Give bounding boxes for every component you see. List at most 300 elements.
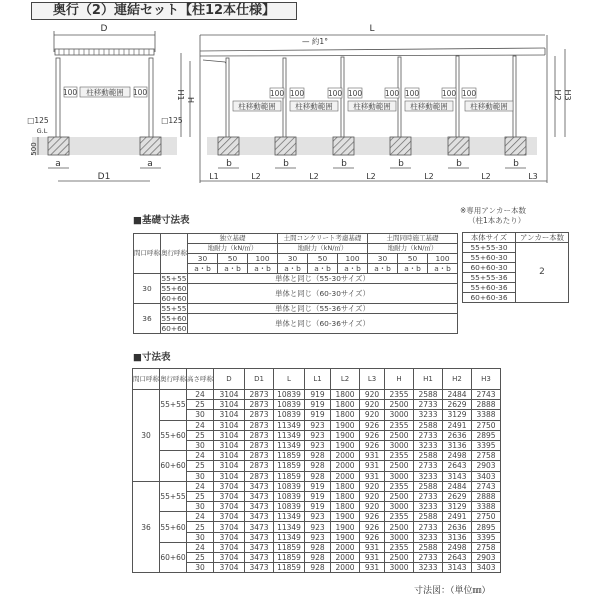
okuyuki-cell: 55+55 (160, 390, 187, 421)
load-value: 100 (338, 254, 368, 264)
value-cell: 926 (360, 532, 385, 542)
value-cell: 10839 (274, 502, 305, 512)
table-row (133, 553, 501, 563)
table-row (133, 522, 501, 532)
value-cell: 928 (305, 471, 331, 481)
value-cell: 3000 (385, 440, 414, 450)
size-cell: 55+55-30 (463, 243, 516, 253)
value-cell: 11349 (274, 522, 305, 532)
svg-text:H3: H3 (563, 89, 572, 101)
load-value: 30 (188, 254, 218, 264)
svg-text:L2: L2 (366, 172, 376, 181)
value-cell: 919 (305, 400, 331, 410)
value-cell: 1900 (331, 512, 360, 522)
value-cell: 11859 (274, 563, 305, 573)
value-cell: 1900 (331, 420, 360, 430)
svg-text:b: b (513, 159, 519, 169)
value-cell: 3000 (385, 410, 414, 420)
value-cell: 3136 (443, 440, 472, 450)
value-cell: 923 (305, 420, 331, 430)
svg-text:100: 100 (132, 88, 148, 97)
value-cell: 3000 (385, 532, 414, 542)
value-cell: 2733 (414, 430, 443, 440)
value-cell: 920 (360, 410, 385, 420)
value-cell: 2491 (443, 512, 472, 522)
value-cell: 2355 (385, 481, 414, 491)
value-cell: 2588 (414, 512, 443, 522)
value-cell: 3143 (443, 563, 472, 573)
value-cell: 24 (187, 512, 214, 522)
value-cell: 3104 (214, 451, 245, 461)
col-header: L3 (360, 369, 385, 390)
value-cell: 3000 (385, 471, 414, 481)
value-cell: 2873 (245, 430, 274, 440)
value-cell: 2355 (385, 542, 414, 552)
value-cell: 11349 (274, 532, 305, 542)
value-cell: 25 (187, 491, 214, 501)
svg-text:100: 100 (404, 89, 420, 98)
svg-text:L2: L2 (481, 172, 491, 181)
col-header: 高さ呼称 (187, 369, 214, 390)
foundation-table (133, 233, 458, 334)
value-cell: 3388 (472, 410, 501, 420)
table-row (133, 563, 501, 573)
col-header: L (274, 369, 305, 390)
table-row (133, 420, 501, 430)
value-cell: 2629 (443, 491, 472, 501)
value-cell: 11859 (274, 553, 305, 563)
value-cell: 2000 (331, 461, 360, 471)
value-cell: 1800 (331, 481, 360, 491)
value-cell: 3473 (245, 532, 274, 542)
value-cell: 2500 (385, 491, 414, 501)
svg-text:100: 100 (289, 89, 305, 98)
svg-text:L1: L1 (209, 172, 219, 181)
ab-cell: a・b (308, 264, 338, 274)
size-cell: 60+60-30 (463, 263, 516, 273)
svg-text:□125: □125 (27, 116, 49, 125)
value-cell: 25 (187, 461, 214, 471)
value-cell: 926 (360, 522, 385, 532)
svg-text:H2: H2 (553, 89, 562, 101)
maguchi-cell: 36 (134, 304, 161, 334)
value-cell: 1900 (331, 522, 360, 532)
value-cell: 11349 (274, 420, 305, 430)
value-cell: 3388 (472, 502, 501, 512)
value-cell: 2355 (385, 390, 414, 400)
value-cell: 2733 (414, 491, 443, 501)
value-cell: 3704 (214, 553, 245, 563)
value-cell: 10839 (274, 481, 305, 491)
value-cell: 1800 (331, 491, 360, 501)
note-cell: 単体と同じ（55-36サイズ） (188, 304, 458, 314)
value-cell: 1800 (331, 410, 360, 420)
value-cell: 3704 (214, 563, 245, 573)
table-row (133, 471, 501, 481)
okuyuki-cell: 60+60 (160, 542, 187, 573)
value-cell: 3104 (214, 440, 245, 450)
value-cell: 25 (187, 553, 214, 563)
value-cell: 2636 (443, 522, 472, 532)
value-cell: 3104 (214, 461, 245, 471)
size-cell: 55+60-30 (463, 253, 516, 263)
svg-text:G.L: G.L (36, 127, 48, 135)
value-cell: 11859 (274, 451, 305, 461)
value-cell: 2758 (472, 451, 501, 461)
value-cell: 3233 (414, 410, 443, 420)
value-cell: 3473 (245, 522, 274, 532)
value-cell: 25 (187, 522, 214, 532)
value-cell: 926 (360, 440, 385, 450)
value-cell: 1900 (331, 532, 360, 542)
svg-text:100: 100 (461, 89, 477, 98)
value-cell: 3233 (414, 502, 443, 512)
value-cell: 11859 (274, 461, 305, 471)
okuyuki-cell: 55+60 (160, 512, 187, 543)
load-header: 地耐力（kN/㎡） (368, 244, 458, 254)
value-cell: 3473 (245, 553, 274, 563)
svg-text:柱移動範囲: 柱移動範囲 (295, 102, 333, 111)
note-cell: 単体と同じ（60-36サイズ） (188, 314, 458, 334)
value-cell: 3104 (214, 471, 245, 481)
value-cell: 2873 (245, 390, 274, 400)
value-cell: 2888 (472, 400, 501, 410)
value-cell: 3104 (214, 420, 245, 430)
value-cell: 3473 (245, 491, 274, 501)
okuyuki-cell: 60+60 (160, 451, 187, 482)
table-row (133, 542, 501, 552)
value-cell: 2629 (443, 400, 472, 410)
value-cell: 2000 (331, 471, 360, 481)
svg-text:柱移動範囲: 柱移動範囲 (410, 102, 448, 111)
svg-text:b: b (456, 159, 462, 169)
value-cell: 2743 (472, 390, 501, 400)
value-cell: 3473 (245, 481, 274, 491)
load-header: 地耐力（kN/㎡） (278, 244, 368, 254)
svg-text:柱移動範囲: 柱移動範囲 (470, 102, 508, 111)
label-a: a (55, 159, 61, 169)
value-cell: 25 (187, 430, 214, 440)
value-cell: 10839 (274, 400, 305, 410)
value-cell: 30 (187, 410, 214, 420)
value-cell: 3395 (472, 532, 501, 542)
svg-text:b: b (283, 159, 289, 169)
value-cell: 2500 (385, 522, 414, 532)
value-cell: 2000 (331, 542, 360, 552)
value-cell: 3104 (214, 410, 245, 420)
value-cell: 920 (360, 491, 385, 501)
value-cell: 30 (187, 532, 214, 542)
value-cell: 920 (360, 502, 385, 512)
value-cell: 3000 (385, 502, 414, 512)
value-cell: 1800 (331, 502, 360, 512)
value-cell: 1900 (331, 430, 360, 440)
col-size: 本体サイズ (463, 233, 516, 243)
table-row (134, 274, 458, 284)
value-cell: 2733 (414, 461, 443, 471)
value-cell: 10839 (274, 491, 305, 501)
value-cell: 30 (187, 563, 214, 573)
value-cell: 2750 (472, 512, 501, 522)
value-cell: 2758 (472, 542, 501, 552)
value-cell: 931 (360, 471, 385, 481)
svg-text:100: 100 (62, 88, 78, 97)
col-header: D1 (245, 369, 274, 390)
value-cell: 2895 (472, 522, 501, 532)
svg-text:柱移動範囲: 柱移動範囲 (238, 102, 276, 111)
col-header: 間口呼称 (133, 369, 160, 390)
value-cell: 3143 (443, 471, 472, 481)
value-cell: 919 (305, 481, 331, 491)
value-cell: 2484 (443, 390, 472, 400)
value-cell: 2873 (245, 410, 274, 420)
ab-cell: a・b (338, 264, 368, 274)
value-cell: 25 (187, 400, 214, 410)
value-cell: 931 (360, 542, 385, 552)
svg-text:100: 100 (269, 89, 285, 98)
value-cell: 928 (305, 451, 331, 461)
anchor-note-line: ※専用アンカー本数 (460, 206, 526, 215)
col-header: L2 (331, 369, 360, 390)
value-cell: 11859 (274, 542, 305, 552)
table-row (133, 512, 501, 522)
table-row (133, 390, 501, 400)
okuyuki-cell: 55+55 (161, 304, 187, 313)
col-header: H (385, 369, 414, 390)
value-cell: 3473 (245, 502, 274, 512)
okuyuki-cell: 55+55 (160, 481, 187, 512)
value-cell: 3473 (245, 512, 274, 522)
group-header: 土間同時施工基礎 (368, 234, 458, 244)
ab-cell: a・b (188, 264, 218, 274)
value-cell: 11859 (274, 471, 305, 481)
group-header: 土間コンクリート考慮基礎 (278, 234, 368, 244)
col-header: H3 (472, 369, 501, 390)
value-cell: 2873 (245, 451, 274, 461)
value-cell: 2588 (414, 481, 443, 491)
foundation-table-title: ■基礎寸法表 (133, 215, 190, 226)
svg-text:L2: L2 (251, 172, 261, 181)
col-header: 奥行呼称 (160, 369, 187, 390)
ab-cell: a・b (398, 264, 428, 274)
note-cell: 単体と同じ（55-30サイズ） (188, 274, 458, 284)
load-value: 30 (278, 254, 308, 264)
svg-text:L2: L2 (309, 172, 319, 181)
value-cell: 3233 (414, 563, 443, 573)
value-cell: 2888 (472, 491, 501, 501)
table-row (133, 481, 501, 491)
value-cell: 3704 (214, 491, 245, 501)
col-header: D (214, 369, 245, 390)
value-cell: 2743 (472, 481, 501, 491)
value-cell: 2000 (331, 553, 360, 563)
value-cell: 923 (305, 522, 331, 532)
value-cell: 923 (305, 532, 331, 542)
value-cell: 24 (187, 481, 214, 491)
load-value: 100 (428, 254, 458, 264)
okuyuki-cell: 55+60 (161, 284, 187, 293)
value-cell: 920 (360, 481, 385, 491)
value-cell: 926 (360, 430, 385, 440)
table-row (134, 304, 458, 314)
value-cell: 3704 (214, 481, 245, 491)
value-cell: 3473 (245, 542, 274, 552)
svg-text:500: 500 (30, 142, 38, 156)
value-cell: 11349 (274, 512, 305, 522)
carport-dimension-diagram (0, 0, 600, 200)
table-row (133, 430, 501, 440)
value-cell: 928 (305, 542, 331, 552)
okuyuki-cell: 55+60 (161, 314, 187, 323)
value-cell: 2588 (414, 451, 443, 461)
svg-text:b: b (341, 159, 347, 169)
value-cell: 2873 (245, 440, 274, 450)
value-cell: 2643 (443, 461, 472, 471)
load-value: 30 (368, 254, 398, 264)
value-cell: 2643 (443, 553, 472, 563)
table-row (133, 410, 501, 420)
col-count: アンカー本数 (516, 233, 569, 243)
label-a: a (147, 159, 153, 169)
value-cell: 3136 (443, 532, 472, 542)
label-D: D (100, 24, 108, 34)
value-cell: 3403 (472, 471, 501, 481)
svg-text:100: 100 (347, 89, 363, 98)
value-cell: 3000 (385, 563, 414, 573)
value-cell: 2500 (385, 430, 414, 440)
col-okuyuki: 奥行呼称 (161, 234, 188, 274)
svg-text:L2: L2 (424, 172, 434, 181)
value-cell: 10839 (274, 410, 305, 420)
value-cell: 919 (305, 491, 331, 501)
load-value: 100 (248, 254, 278, 264)
svg-text:柱移動範囲: 柱移動範囲 (86, 88, 124, 97)
svg-text:— 約1°: — 約1° (302, 37, 328, 46)
value-cell: 926 (360, 512, 385, 522)
value-cell: 2636 (443, 430, 472, 440)
value-cell: 923 (305, 512, 331, 522)
value-cell: 3129 (443, 502, 472, 512)
value-cell: 919 (305, 502, 331, 512)
value-cell: 3704 (214, 542, 245, 552)
value-cell: 2588 (414, 390, 443, 400)
maguchi-cell: 36 (133, 481, 160, 573)
unit-note: 寸法図：（単位㎜） (414, 586, 491, 596)
anchor-note (460, 206, 526, 226)
svg-text:L3: L3 (528, 172, 538, 181)
value-cell: 3395 (472, 440, 501, 450)
value-cell: 2733 (414, 553, 443, 563)
value-cell: 2491 (443, 420, 472, 430)
value-cell: 2895 (472, 430, 501, 440)
ab-cell: a・b (278, 264, 308, 274)
anchor-count: 2 (516, 243, 569, 303)
value-cell: 1800 (331, 400, 360, 410)
value-cell: 3704 (214, 532, 245, 542)
size-cell: 55+60-36 (463, 283, 516, 293)
value-cell: 2873 (245, 400, 274, 410)
value-cell: 3104 (214, 400, 245, 410)
col-maguchi: 間口呼称 (134, 234, 161, 274)
value-cell: 3473 (245, 563, 274, 573)
value-cell: 923 (305, 430, 331, 440)
table-row (133, 461, 501, 471)
dimension-table-title: ■寸法表 (133, 352, 171, 363)
col-header: H2 (443, 369, 472, 390)
ab-cell: a・b (218, 264, 248, 274)
anchor-table (462, 232, 569, 303)
col-header: L1 (305, 369, 331, 390)
value-cell: 24 (187, 542, 214, 552)
value-cell: 3704 (214, 522, 245, 532)
load-header: 地耐力（kN/㎡） (188, 244, 278, 254)
value-cell: 2000 (331, 451, 360, 461)
value-cell: 24 (187, 451, 214, 461)
value-cell: 931 (360, 553, 385, 563)
okuyuki-cell: 60+60 (161, 294, 187, 303)
svg-text:L: L (369, 24, 375, 34)
col-header: H1 (414, 369, 443, 390)
value-cell: 2500 (385, 400, 414, 410)
maguchi-cell: 30 (133, 390, 160, 482)
value-cell: 931 (360, 563, 385, 573)
table-row (133, 400, 501, 410)
value-cell: 30 (187, 440, 214, 450)
table-row (133, 440, 501, 450)
value-cell: 24 (187, 420, 214, 430)
value-cell: 11349 (274, 430, 305, 440)
value-cell: 2500 (385, 553, 414, 563)
value-cell: 2498 (443, 542, 472, 552)
value-cell: 2498 (443, 451, 472, 461)
value-cell: 2873 (245, 471, 274, 481)
svg-text:□125: □125 (161, 116, 183, 125)
value-cell: 919 (305, 410, 331, 420)
dimension-table (132, 368, 501, 573)
svg-text:b: b (226, 159, 232, 169)
value-cell: 2733 (414, 400, 443, 410)
value-cell: 926 (360, 420, 385, 430)
table-row (133, 502, 501, 512)
svg-text:100: 100 (384, 89, 400, 98)
ab-cell: a・b (368, 264, 398, 274)
value-cell: 3233 (414, 471, 443, 481)
value-cell: 2355 (385, 420, 414, 430)
svg-text:100: 100 (441, 89, 457, 98)
table-row (133, 532, 501, 542)
value-cell: 2733 (414, 522, 443, 532)
table-row (133, 451, 501, 461)
value-cell: 928 (305, 553, 331, 563)
value-cell: 920 (360, 400, 385, 410)
value-cell: 3233 (414, 440, 443, 450)
ab-cell: a・b (248, 264, 278, 274)
value-cell: 2588 (414, 420, 443, 430)
value-cell: 2750 (472, 420, 501, 430)
value-cell: 2873 (245, 461, 274, 471)
load-value: 50 (398, 254, 428, 264)
table-row (133, 491, 501, 501)
value-cell: 2000 (331, 563, 360, 573)
value-cell: 3104 (214, 390, 245, 400)
value-cell: 928 (305, 563, 331, 573)
value-cell: 2903 (472, 461, 501, 471)
value-cell: 920 (360, 390, 385, 400)
note-cell: 単体と同じ（60-30サイズ） (188, 284, 458, 304)
value-cell: 30 (187, 471, 214, 481)
maguchi-cell: 30 (134, 274, 161, 304)
value-cell: 2500 (385, 461, 414, 471)
